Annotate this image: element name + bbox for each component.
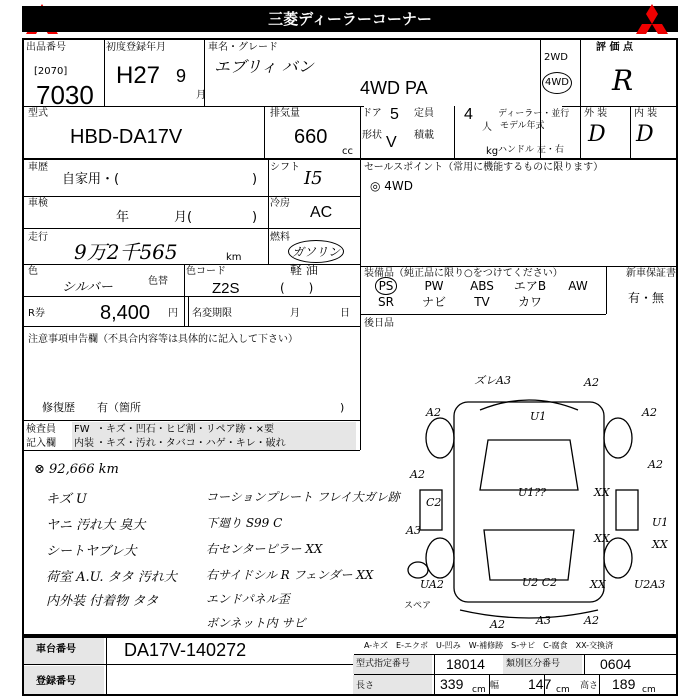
first-reg-month-unit: 月 bbox=[196, 90, 206, 101]
inspection-label: 車検 bbox=[28, 198, 48, 209]
lot-sub: [2070] bbox=[34, 66, 68, 77]
first-reg-year: H27 bbox=[116, 62, 161, 89]
color-code-label: 色コード bbox=[186, 266, 226, 277]
equip-sr: SR bbox=[378, 295, 394, 309]
fuel-diesel: 軽 油 bbox=[290, 263, 318, 277]
length-unit: cm bbox=[472, 685, 486, 695]
type-cert-value: 18014 bbox=[446, 656, 485, 672]
fuel-other: ( ) bbox=[280, 281, 314, 295]
first-reg-month: 9 bbox=[176, 66, 187, 86]
rating-label: 評 価 点 bbox=[596, 42, 633, 53]
inspector-interior: 内装 bbox=[74, 438, 94, 449]
equipment-label: 装備品（純正品に限り○をつけてください） bbox=[364, 268, 563, 279]
inspector-label: 検査員 bbox=[26, 424, 56, 435]
displacement-label: 排気量 bbox=[270, 108, 300, 119]
inspection-close: ) bbox=[252, 210, 258, 225]
repair-close: ) bbox=[340, 401, 345, 414]
memo-line-1: キズ U bbox=[46, 492, 87, 507]
equip-navi: ナビ bbox=[421, 295, 446, 309]
repair-history: 修復歴 有（箇所 bbox=[42, 401, 141, 414]
inspector-items: ・キズ・凹石・ヒビ割・リペア跡・×要 bbox=[96, 424, 274, 435]
drive-4wd: 4WD bbox=[542, 72, 572, 94]
chassis-label: 車台番号 bbox=[36, 644, 76, 655]
mark-9: C2 bbox=[426, 496, 442, 509]
mark-1: A2 bbox=[584, 376, 599, 389]
mark-10: XX bbox=[594, 532, 610, 545]
registration-label: 登録番号 bbox=[36, 676, 76, 687]
mileage-label: 走行 bbox=[28, 232, 48, 243]
damage-legend: A-キズ E-エクボ U-凹み W-補修跡 S-サビ C-腐食 XX-交換済 bbox=[364, 641, 614, 650]
new-warranty-label: 新車保証書 bbox=[626, 268, 676, 279]
capacity-label: 定員 bbox=[414, 108, 434, 119]
inspection-month: 月( bbox=[174, 210, 193, 225]
mark-18: A2 bbox=[490, 618, 505, 631]
car-grade: 4WD PA bbox=[360, 78, 428, 98]
mark-8: XX bbox=[594, 486, 610, 499]
memo2-line-3: 右サイドシル R フェンダー XX bbox=[206, 568, 374, 582]
displacement-unit: cc bbox=[342, 146, 353, 157]
spare-label: スペア bbox=[404, 601, 432, 611]
aircon-value: AC bbox=[310, 204, 333, 221]
shift-value: I5 bbox=[304, 168, 323, 189]
mark-4: U1 bbox=[530, 410, 547, 423]
shift-label: シフト bbox=[270, 162, 300, 173]
equip-tv: TV bbox=[474, 295, 490, 309]
mark-0: ズレA3 bbox=[474, 374, 511, 387]
capacity-value: 4 bbox=[464, 106, 473, 123]
color-code: Z2S bbox=[212, 280, 240, 297]
recycle-value: 8,400 bbox=[100, 302, 151, 324]
sales-label: セールスポイント（常用に機能するものに限ります） bbox=[364, 162, 604, 173]
equip-leather: カワ bbox=[517, 295, 542, 309]
inspector-interior-items: ・キズ・汚れ・タバコ・ハゲ・キレ・破れ bbox=[96, 438, 286, 449]
inspector-label2: 記入欄 bbox=[26, 438, 56, 449]
mark-12: U1 bbox=[652, 516, 669, 529]
name-change-month: 月 bbox=[290, 308, 300, 319]
ext-rating: D bbox=[588, 122, 606, 147]
length-label: 長さ bbox=[356, 681, 375, 691]
aftermarket-label: 後日品 bbox=[364, 318, 394, 329]
chassis-value: DA17V-140272 bbox=[124, 640, 247, 660]
page-title: 三菱ディーラーコーナー bbox=[22, 6, 678, 32]
new-warranty-value: 有・無 bbox=[628, 291, 665, 305]
class-label: 類別区分番号 bbox=[506, 659, 561, 669]
name-change-label: 名変期限 bbox=[192, 308, 232, 319]
mark-2: A2 bbox=[426, 406, 441, 419]
length-value: 339 bbox=[440, 676, 464, 692]
width-value: 147 bbox=[528, 676, 552, 692]
history-label: 車歴 bbox=[28, 162, 48, 173]
model-year-label: モデル年式 bbox=[500, 121, 545, 131]
memo-line-2: ヤニ 汚れ大 臭大 bbox=[46, 518, 146, 533]
recycle-label: R券 bbox=[28, 308, 45, 319]
memo-line-3: シートヤブレ大 bbox=[46, 544, 137, 559]
lot-number: 7030 bbox=[36, 80, 94, 110]
shape-value: V bbox=[386, 134, 397, 151]
color-label: 色 bbox=[28, 266, 38, 277]
model-value: HBD-DA17V bbox=[70, 126, 183, 148]
memo2-line-1: 下廻り S99 C bbox=[206, 516, 283, 530]
mark-5: A2 bbox=[410, 468, 425, 481]
equip-ps: PS bbox=[375, 277, 398, 295]
notes-label: 注意事項申告欄（不具合内容等は具体的に記入して下さい） bbox=[28, 334, 298, 345]
mark-3: A2 bbox=[642, 406, 657, 419]
fuel-label: 燃料 bbox=[270, 232, 290, 243]
history-close: ) bbox=[252, 172, 258, 187]
memo-line-5: 内外装 付着物 タタ bbox=[46, 594, 159, 609]
mark-11: A3 bbox=[406, 524, 421, 537]
lot-label: 出品番号 bbox=[26, 42, 66, 53]
displacement-value: 660 bbox=[294, 126, 328, 148]
load-unit: kg bbox=[486, 146, 499, 157]
drive-2wd: 2WD bbox=[544, 52, 568, 63]
width-unit: cm bbox=[556, 685, 570, 695]
first-reg-label: 初度登録年月 bbox=[106, 42, 166, 53]
dealer-label: ディーラー・並行 bbox=[498, 109, 570, 119]
memo2-line-5: ボンネット内 サビ bbox=[206, 616, 306, 630]
equip-abs: ABS bbox=[470, 279, 494, 293]
int-label: 内 装 bbox=[634, 108, 658, 119]
mark-14: UA2 bbox=[420, 578, 444, 591]
mileage-unit: km bbox=[226, 252, 242, 263]
equip-aw: AW bbox=[568, 279, 588, 293]
sales-point: ◎ 4WD bbox=[370, 179, 414, 193]
equipment-grid bbox=[362, 280, 606, 308]
inspector-fw: FW bbox=[74, 424, 90, 435]
mark-16: XX bbox=[590, 578, 606, 591]
inspection-year: 年 bbox=[116, 210, 130, 225]
rating-value: R bbox=[612, 64, 634, 97]
mileage-value: 9万2千565 bbox=[74, 240, 178, 264]
model-label: 型式 bbox=[28, 108, 48, 119]
width-label: 幅 bbox=[490, 681, 500, 691]
height-value: 189 bbox=[612, 676, 636, 692]
doors-value: 5 bbox=[390, 106, 399, 123]
load-label: 積載 bbox=[414, 130, 434, 141]
recycle-unit: 円 bbox=[168, 308, 178, 319]
doors-label: ドア bbox=[362, 108, 382, 119]
shape-label: 形状 bbox=[362, 130, 382, 141]
mark-19: A3 bbox=[536, 614, 551, 627]
mark-15: U2 C2 bbox=[522, 576, 558, 589]
memo2-line-2: 右センターピラー XX bbox=[206, 542, 323, 556]
car-name-label: 車名・グレード bbox=[208, 42, 278, 53]
ext-label: 外 装 bbox=[584, 108, 608, 119]
equip-pw: PW bbox=[424, 279, 444, 293]
height-label: 高さ bbox=[580, 681, 599, 691]
int-rating: D bbox=[636, 122, 654, 147]
height-unit: cm bbox=[642, 685, 656, 695]
memo2-line-4: エンドパネル歪 bbox=[206, 592, 290, 606]
fuel-gasoline: ガソリン bbox=[288, 240, 344, 263]
color-tone-label: 色替 bbox=[148, 276, 168, 287]
capacity-unit: 人 bbox=[482, 122, 492, 133]
handle-label: ハンドル 左・右 bbox=[498, 145, 564, 155]
mark-6: A2 bbox=[648, 458, 663, 471]
name-change-day: 日 bbox=[340, 308, 350, 319]
class-value: 0604 bbox=[600, 656, 632, 672]
color-value: シルバー bbox=[62, 280, 113, 295]
car-name: エブリィ バン bbox=[214, 57, 314, 76]
mark-7: U1?? bbox=[518, 486, 547, 499]
memo-line-4: 荷室 A.U. タタ 汚れ大 bbox=[46, 570, 177, 585]
mark-17: U2A3 bbox=[634, 578, 666, 591]
equip-airbag: エアB bbox=[513, 279, 547, 293]
memo2-line-0: コーションプレート フレイ大ガレ跡 bbox=[206, 490, 400, 504]
mark-13: XX bbox=[652, 538, 668, 551]
mitsubishi-logo-right bbox=[634, 2, 670, 38]
memo-line-0: ⊗ 92,666 km bbox=[34, 462, 119, 477]
mark-20: A2 bbox=[584, 614, 599, 627]
history-value: 自家用・( bbox=[62, 172, 120, 187]
aircon-label: 冷房 bbox=[270, 198, 290, 209]
type-cert-label: 型式指定番号 bbox=[356, 659, 411, 669]
